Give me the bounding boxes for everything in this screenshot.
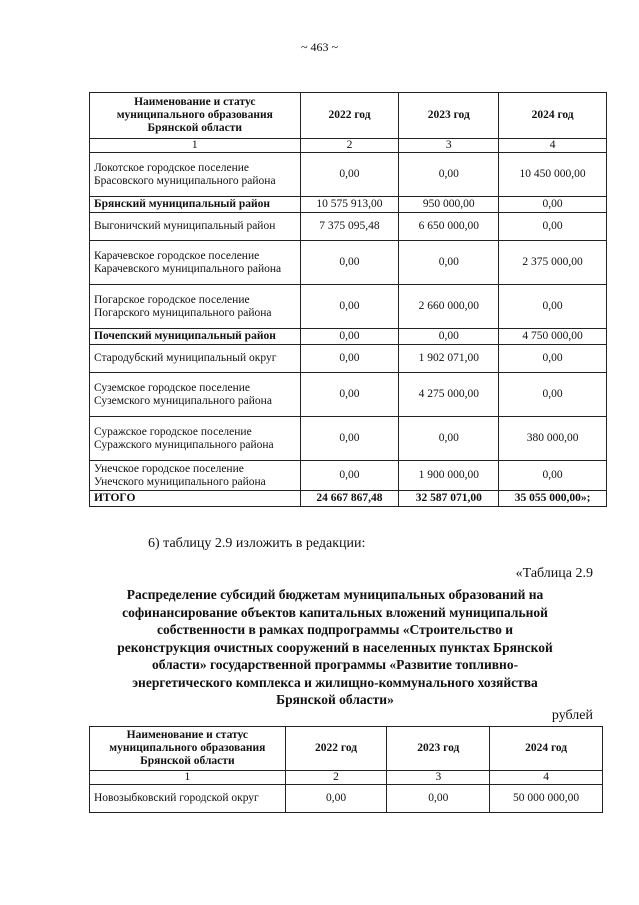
row-name: Унечское городское поселение Унечского муниципального района xyxy=(90,461,301,491)
row-2022: 0,00 xyxy=(285,785,387,813)
table-caption: Распределение субсидий бюджетам муниципальных образований на софинансирование объектов капитальных вложений муниципальной собственности в рамках подпрограммы «Строительство и реконструкция очистных сооружений в населенных пунктах Брянской области» государственной программы «Развитие топливно-энергетического комплекса и жилищно-коммунального хозяйства Брянской области» xyxy=(117,587,553,707)
table-row xyxy=(90,285,607,329)
row-2024: 0,00 xyxy=(499,285,607,329)
row-2024: 0,00 xyxy=(499,345,607,373)
header-2023: 2023 год xyxy=(399,93,499,139)
row-2024: 50 000 000,00 xyxy=(490,785,603,813)
index-cell: 2 xyxy=(285,771,387,785)
row-2022: 10 575 913,00 xyxy=(300,197,399,213)
row-2024: 2 375 000,00 xyxy=(499,241,607,285)
header-2024: 2024 год xyxy=(499,93,607,139)
row-2023: 0,00 xyxy=(399,241,499,285)
index-row xyxy=(90,771,603,785)
row-name: Стародубский муниципальный округ xyxy=(90,345,301,373)
row-2024: 0,00 xyxy=(499,197,607,213)
table-row xyxy=(90,241,607,285)
row-2024: 0,00 xyxy=(499,461,607,491)
row-2023: 950 000,00 xyxy=(399,197,499,213)
row-2023: 0,00 xyxy=(387,785,490,813)
row-2023: 4 275 000,00 xyxy=(399,373,499,417)
index-cell: 1 xyxy=(90,139,301,153)
row-2022: 0,00 xyxy=(300,153,399,197)
row-name: Локотское городское поселение Брасовского муниципального района xyxy=(90,153,301,197)
header-name: Наименование и статус муниципального образования Брянской области xyxy=(90,727,286,771)
table-row xyxy=(90,373,607,417)
header-name: Наименование и статус муниципального образования Брянской области xyxy=(90,93,301,139)
row-2023: 6 650 000,00 xyxy=(399,213,499,241)
row-2024: 0,00 xyxy=(499,213,607,241)
row-name: Выгоничский муниципальный район xyxy=(90,213,301,241)
row-2022: 0,00 xyxy=(300,285,399,329)
row-2022: 0,00 xyxy=(300,373,399,417)
table-row xyxy=(90,785,603,813)
row-name: Суражское городское поселение Суражского муниципального района xyxy=(90,417,301,461)
row-2023: 2 660 000,00 xyxy=(399,285,499,329)
amendment-item-6: 6) таблицу 2.9 изложить в редакции: xyxy=(148,536,366,551)
row-2023: 1 900 000,00 xyxy=(399,461,499,491)
header-2022: 2022 год xyxy=(285,727,387,771)
row-2024: 0,00 xyxy=(499,373,607,417)
units-label: рублей xyxy=(551,708,593,723)
row-name: Погарское городское поселение Погарского муниципального района xyxy=(90,285,301,329)
total-row xyxy=(90,491,607,507)
table-row xyxy=(90,197,607,213)
total-label: ИТОГО xyxy=(90,491,301,507)
row-2022: 0,00 xyxy=(300,461,399,491)
index-cell: 4 xyxy=(490,771,603,785)
page-number: ~ 463 ~ xyxy=(301,40,338,54)
row-2024: 380 000,00 xyxy=(499,417,607,461)
row-2024: 4 750 000,00 xyxy=(499,329,607,345)
subsidy-table-2 xyxy=(89,726,603,813)
index-cell: 2 xyxy=(300,139,399,153)
row-2022: 0,00 xyxy=(300,329,399,345)
table-row xyxy=(90,329,607,345)
index-cell: 3 xyxy=(387,771,490,785)
table-row xyxy=(90,461,607,491)
total-2022: 24 667 867,48 xyxy=(300,491,399,507)
row-2023: 1 902 071,00 xyxy=(399,345,499,373)
table-row xyxy=(90,213,607,241)
row-2023: 0,00 xyxy=(399,153,499,197)
row-name: Карачевское городское поселение Карачевского муниципального района xyxy=(90,241,301,285)
table-row xyxy=(90,417,607,461)
header-2024: 2024 год xyxy=(490,727,603,771)
total-2024: 35 055 000,00»; xyxy=(499,491,607,507)
row-2022: 0,00 xyxy=(300,345,399,373)
row-2023: 0,00 xyxy=(399,329,499,345)
row-2023: 0,00 xyxy=(399,417,499,461)
table-row xyxy=(90,153,607,197)
index-cell: 1 xyxy=(90,771,286,785)
header-2023: 2023 год xyxy=(387,727,490,771)
row-2024: 10 450 000,00 xyxy=(499,153,607,197)
row-2022: 7 375 095,48 xyxy=(300,213,399,241)
index-cell: 4 xyxy=(499,139,607,153)
row-name: Брянский муниципальный район xyxy=(90,197,301,213)
index-row xyxy=(90,139,607,153)
index-cell: 3 xyxy=(399,139,499,153)
row-name: Почепский муниципальный район xyxy=(90,329,301,345)
row-name: Новозыбковский городской округ xyxy=(90,785,286,813)
row-2022: 0,00 xyxy=(300,417,399,461)
table-row xyxy=(90,345,607,373)
subsidy-table-1 xyxy=(89,92,607,507)
table-label: «Таблица 2.9 xyxy=(515,566,593,581)
total-2023: 32 587 071,00 xyxy=(399,491,499,507)
header-2022: 2022 год xyxy=(300,93,399,139)
row-2022: 0,00 xyxy=(300,241,399,285)
row-name: Суземское городское поселение Суземского муниципального района xyxy=(90,373,301,417)
